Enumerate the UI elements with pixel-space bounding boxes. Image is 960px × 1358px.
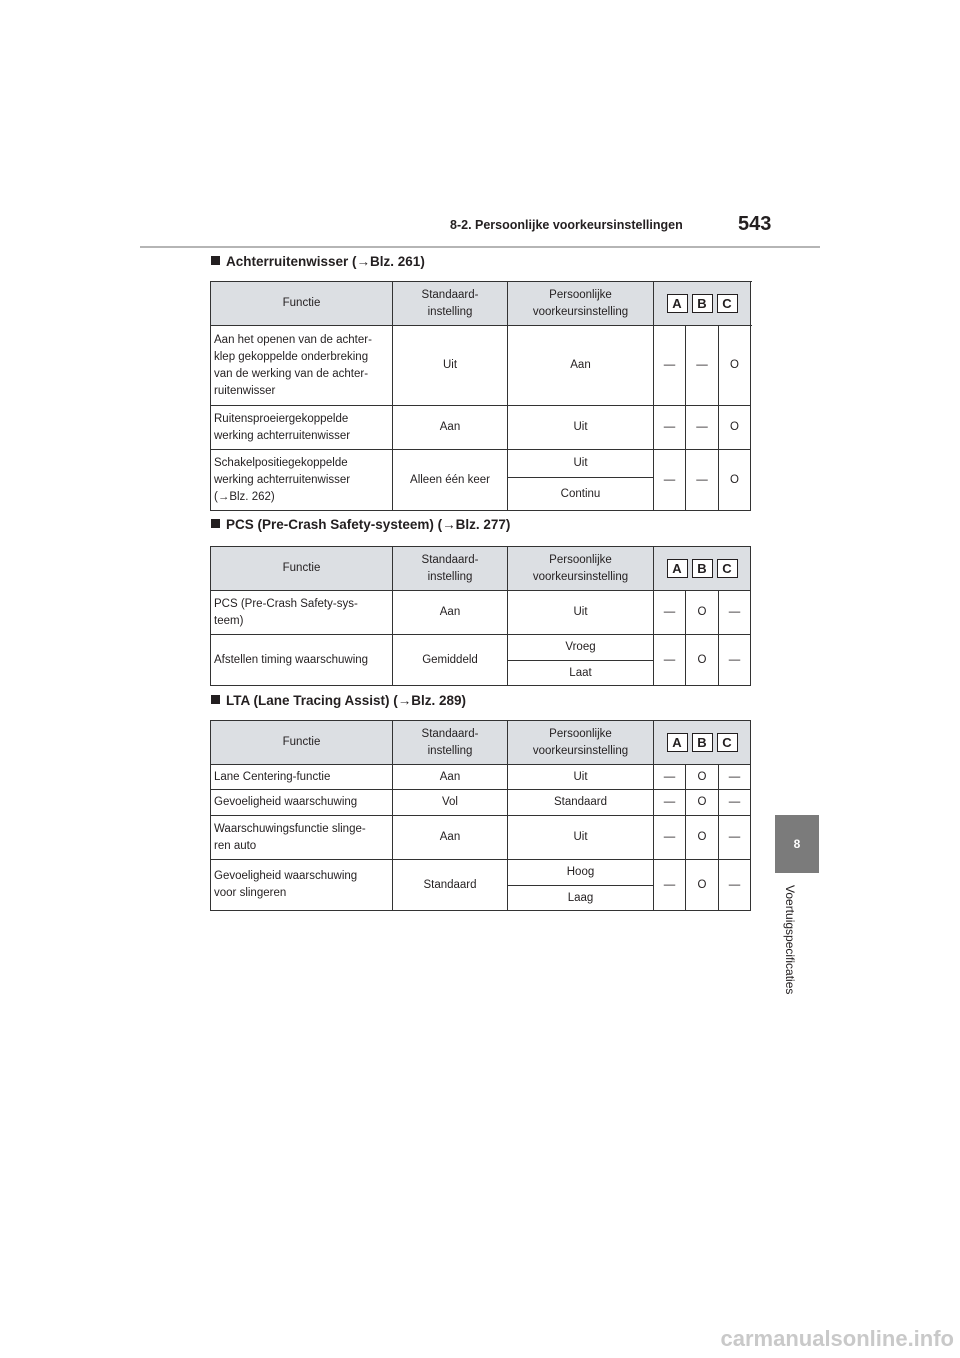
row-a: — [654, 860, 686, 911]
column-header-functie: Functie [211, 282, 393, 326]
badge-a-icon: A [667, 733, 688, 752]
row-c: — [719, 790, 751, 816]
row-standaard: Aan [393, 591, 508, 635]
column-header-abc [654, 721, 751, 765]
row-standaard: Aan [393, 816, 508, 860]
row-b: O [686, 860, 719, 911]
row-standaard: Gemiddeld [393, 635, 508, 686]
table-row [211, 591, 751, 635]
badge-b-icon: B [692, 294, 713, 313]
row-persoonlijk: Uit [508, 406, 654, 450]
badge-a-icon: A [667, 294, 688, 313]
row-standaard: Vol [393, 790, 508, 816]
column-header-standaard: Standaard- instelling [393, 282, 508, 326]
row-standaard: Alleen één keer [393, 450, 508, 511]
section-heading-pcs [211, 517, 510, 532]
row-c: — [719, 635, 751, 686]
table-row [211, 326, 751, 406]
row-persoonlijk-option: Hoog [508, 860, 654, 886]
bullet-square-icon [211, 256, 220, 265]
badge-c-icon: C [717, 294, 738, 313]
settings-table-pcs [210, 546, 751, 591]
column-header-standaard: Standaard- instelling [393, 721, 508, 765]
settings-table-lta-body [210, 764, 751, 911]
row-functie: Aan het openen van de achter- klep gekoppelde onderbreking van de werking van de achter- ruitenwisser [211, 326, 393, 406]
row-b: O [686, 816, 719, 860]
section-title: 8-2. Persoonlijke voorkeursinstellingen [450, 218, 683, 232]
badge-b-icon: B [692, 559, 713, 578]
settings-table-pcs-body [210, 590, 751, 686]
column-header-abc [654, 547, 751, 591]
column-header-persoonlijk: Persoonlijke voorkeursinstelling [508, 547, 654, 591]
row-a: — [654, 326, 686, 406]
badge-a-icon: A [667, 559, 688, 578]
table-row [211, 765, 751, 790]
row-standaard: Aan [393, 406, 508, 450]
bullet-square-icon [211, 695, 220, 704]
row-a: — [654, 591, 686, 635]
row-a: — [654, 406, 686, 450]
row-c: — [719, 591, 751, 635]
table-header-row [211, 282, 751, 326]
row-b: — [686, 450, 719, 511]
badge-b-icon: B [692, 733, 713, 752]
chapter-tab: 8 [775, 815, 819, 873]
badge-c-icon: C [717, 733, 738, 752]
settings-table-achterruitenwisser [210, 281, 751, 326]
row-functie: Gevoeligheid waarschuwing voor slingeren [211, 860, 393, 911]
badge-c-icon: C [717, 559, 738, 578]
bullet-square-icon [211, 519, 220, 528]
row-c: O [719, 326, 751, 406]
column-header-functie: Functie [211, 721, 393, 765]
row-b: — [686, 326, 719, 406]
settings-table-achterruitenwisser-body [210, 325, 751, 511]
row-persoonlijk: Aan [508, 326, 654, 406]
row-c: — [719, 816, 751, 860]
row-standaard: Uit [393, 326, 508, 406]
settings-table-lta [210, 720, 751, 765]
row-functie: PCS (Pre-Crash Safety-sys- teem) [211, 591, 393, 635]
row-persoonlijk-option: Uit [508, 450, 654, 478]
row-standaard: Aan [393, 765, 508, 790]
row-a: — [654, 450, 686, 511]
row-a: — [654, 816, 686, 860]
section-heading-lta [211, 693, 466, 708]
row-a: — [654, 790, 686, 816]
row-functie: Afstellen timing waarschuwing [211, 635, 393, 686]
page-number: 543 [738, 213, 772, 235]
watermark: carmanualsonline.info [720, 1326, 954, 1351]
column-header-abc [654, 282, 751, 326]
table-header-row [211, 547, 751, 591]
column-header-persoonlijk: Persoonlijke voorkeursinstelling [508, 282, 654, 326]
row-persoonlijk: Uit [508, 765, 654, 790]
row-persoonlijk-option: Continu [508, 478, 654, 511]
row-b: O [686, 591, 719, 635]
row-persoonlijk-option: Laag [508, 886, 654, 911]
heading-text: LTA (Lane Tracing Assist) (→Blz. 289) [226, 693, 467, 708]
column-header-functie: Functie [211, 547, 393, 591]
table-row [211, 406, 751, 450]
row-persoonlijk: Uit [508, 816, 654, 860]
row-b: — [686, 406, 719, 450]
table-header-row [211, 721, 751, 765]
column-header-standaard: Standaard- instelling [393, 547, 508, 591]
row-b: O [686, 765, 719, 790]
row-c: O [719, 450, 751, 511]
row-b: O [686, 790, 719, 816]
table-row [211, 450, 751, 478]
row-standaard: Standaard [393, 860, 508, 911]
row-persoonlijk: Uit [508, 591, 654, 635]
heading-text: PCS (Pre-Crash Safety-systeem) (→Blz. 277) [226, 517, 511, 532]
table-row [211, 790, 751, 816]
row-b: O [686, 635, 719, 686]
row-functie: Ruitensproeiergekoppelde werking achterruitenwisser [211, 406, 393, 450]
row-c: — [719, 860, 751, 911]
row-persoonlijk: Standaard [508, 790, 654, 816]
row-a: — [654, 635, 686, 686]
table-row [211, 816, 751, 860]
column-header-persoonlijk: Persoonlijke voorkeursinstelling [508, 721, 654, 765]
row-functie: Lane Centering-functie [211, 765, 393, 790]
row-c: — [719, 765, 751, 790]
row-functie: Gevoeligheid waarschuwing [211, 790, 393, 816]
section-heading-achterruitenwisser [211, 254, 425, 269]
row-persoonlijk-option: Vroeg [508, 635, 654, 661]
row-a: — [654, 765, 686, 790]
chapter-label: Voertuigspecificaties [783, 885, 797, 995]
row-persoonlijk-option: Laat [508, 661, 654, 686]
row-functie: Schakelpositiegekoppelde werking achterruitenwisser (→Blz. 262) [211, 450, 393, 511]
table-row [211, 635, 751, 661]
heading-text: Achterruitenwisser (→Blz. 261) [226, 254, 425, 269]
table-row [211, 860, 751, 886]
row-c: O [719, 406, 751, 450]
row-functie: Waarschuwingsfunctie slinge- ren auto [211, 816, 393, 860]
